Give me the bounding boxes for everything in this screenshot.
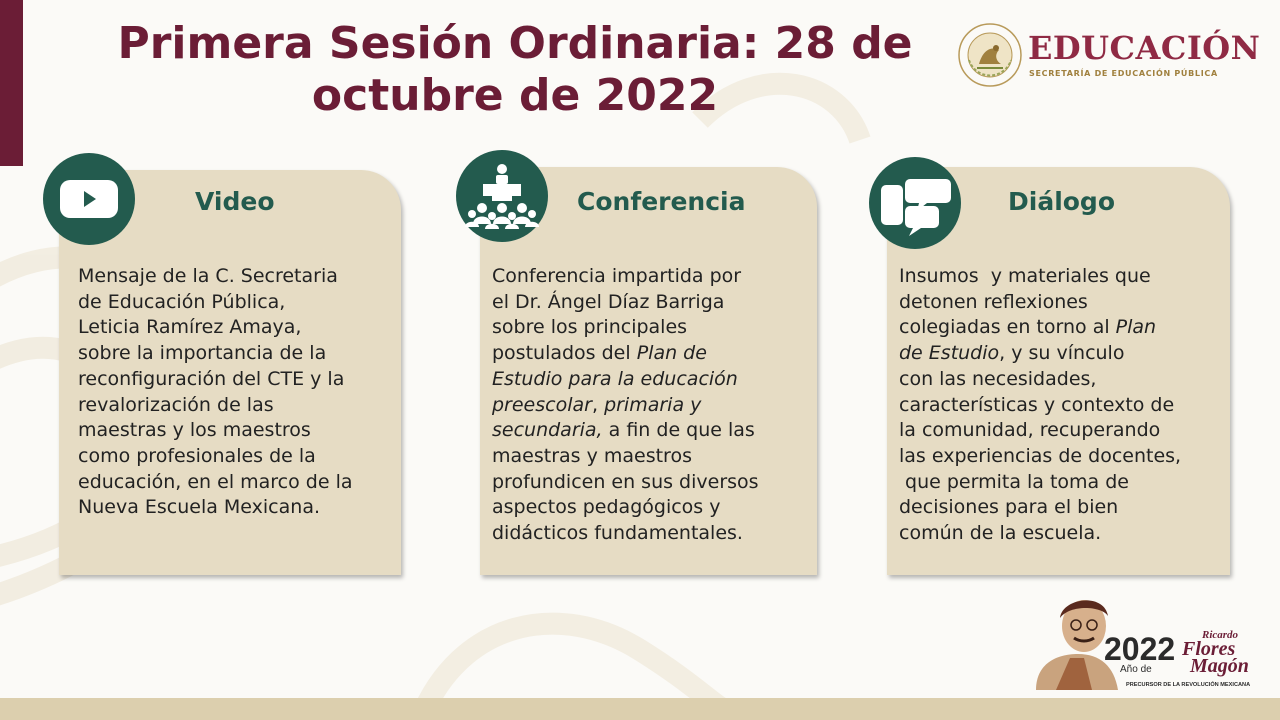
card-text-line	[78, 418, 353, 444]
text: la comunidad, recuperando	[899, 419, 1161, 442]
text: de Educación Pública,	[78, 290, 286, 313]
text: Conferencia impartida por	[492, 265, 742, 287]
card-text-line	[78, 367, 353, 393]
italic-text: secundaria,	[492, 419, 603, 442]
dialogue-card-text	[899, 264, 1181, 547]
text: Insumos y materiales que	[899, 265, 1151, 287]
card-text-line	[78, 341, 353, 367]
italic-text: primaria y	[604, 393, 702, 416]
conference-badge	[456, 150, 548, 242]
italic-text: de Estudio	[899, 342, 1000, 365]
left-accent-bar	[0, 0, 23, 166]
conference-icon	[456, 150, 548, 242]
text: decisiones para el bien	[899, 496, 1119, 519]
text: , y su vínculo	[999, 342, 1125, 365]
text: detonen reflexiones	[899, 290, 1088, 313]
logo-subtitle: SECRETARÍA DE EDUCACIÓN PÚBLICA	[1029, 69, 1218, 78]
slide-title: Primera Sesión Ordinaria: 28 de octubre de 2022	[117, 18, 913, 121]
card-text-line	[492, 290, 759, 316]
text: común de la escuela.	[899, 522, 1102, 545]
card-text-line	[492, 495, 759, 521]
text: ,	[591, 393, 605, 416]
card-text-line	[492, 444, 759, 470]
italic-text: Estudio para la educación	[492, 367, 738, 390]
card-text-line	[899, 290, 1181, 316]
emblem-prefix: Año de	[1120, 664, 1152, 675]
text: colegiadas en torno al	[899, 316, 1116, 339]
card-text-line	[492, 393, 759, 419]
card-text-line	[899, 264, 1181, 290]
card-text-line	[492, 315, 759, 341]
card-text-line	[899, 418, 1181, 444]
card-text-line	[492, 521, 759, 547]
italic-text: Plan de	[636, 342, 707, 365]
video-card-text	[78, 264, 353, 521]
text: sobre los principales	[492, 316, 688, 339]
text: revalorización de las	[78, 393, 274, 416]
video-card-title: Video	[195, 187, 275, 216]
text: como profesionales de la	[78, 444, 316, 467]
text: postulados del	[492, 342, 637, 365]
text: con las necesidades,	[899, 367, 1097, 390]
card-text-line	[899, 315, 1181, 341]
bottom-band	[0, 698, 1280, 720]
text: el Dr. Ángel Díaz Barriga	[492, 290, 725, 313]
sep-logo	[955, 20, 1261, 90]
national-seal-icon	[955, 20, 1025, 90]
conference-card-title: Conferencia	[577, 187, 746, 216]
italic-text: Plan	[1115, 316, 1157, 339]
card-text-line	[899, 444, 1181, 470]
text: Leticia Ramírez Amaya,	[78, 316, 302, 339]
card-text-line	[78, 264, 353, 290]
card-text-line	[899, 495, 1181, 521]
text: educación, en el marco de la	[78, 470, 353, 493]
card-text-line	[899, 521, 1181, 547]
video-badge	[43, 153, 135, 245]
emblem-first-name: Ricardo	[1202, 629, 1239, 641]
conference-card-text	[492, 264, 759, 547]
italic-text: preescolar	[492, 393, 592, 416]
card-text-line	[492, 341, 759, 367]
flores-magon-emblem	[1030, 592, 1252, 692]
card-text-line	[78, 290, 353, 316]
text: a fin de que las	[602, 419, 755, 442]
dialogue-badge	[869, 157, 961, 249]
card-text-line	[492, 367, 759, 393]
card-text-line	[492, 418, 759, 444]
card-text-line	[78, 470, 353, 496]
text: Nueva Escuela Mexicana.	[78, 496, 320, 519]
text: reconfiguración del CTE y la	[78, 367, 345, 390]
text: sobre la importancia de la	[78, 342, 327, 365]
text: maestras y maestros	[492, 444, 692, 467]
emblem-caption: PRECURSOR DE LA REVOLUCIÓN MEXICANA	[1126, 682, 1251, 688]
card-text-line	[492, 264, 759, 290]
text: aspectos pedagógicos y	[492, 496, 721, 519]
emblem-surname-1: Flores	[1182, 638, 1236, 660]
logo-wordmark: EDUCACIÓN	[1028, 29, 1261, 67]
card-text-line	[899, 341, 1181, 367]
video-play-icon	[43, 153, 135, 245]
text: profundicen en sus diversos	[492, 470, 759, 493]
dialogue-card-title: Diálogo	[1008, 187, 1116, 216]
text: maestras y los maestros	[78, 419, 311, 442]
card-text-line	[78, 444, 353, 470]
card-text-line	[78, 495, 353, 521]
text: características y contexto de	[899, 393, 1175, 416]
emblem-surname-2: Magón	[1190, 655, 1249, 677]
emblem-year: 2022	[1104, 631, 1176, 667]
chat-bubbles-icon	[869, 157, 961, 249]
text: que permita la toma de	[899, 470, 1129, 493]
text: Mensaje de la C. Secretaria	[78, 265, 338, 287]
card-text-line	[78, 393, 353, 419]
card-text-line	[492, 470, 759, 496]
card-text-line	[899, 470, 1181, 496]
text: didácticos fundamentales.	[492, 522, 743, 545]
card-text-line	[899, 393, 1181, 419]
text: las experiencias de docentes,	[899, 444, 1182, 467]
card-text-line	[78, 315, 353, 341]
card-text-line	[899, 367, 1181, 393]
